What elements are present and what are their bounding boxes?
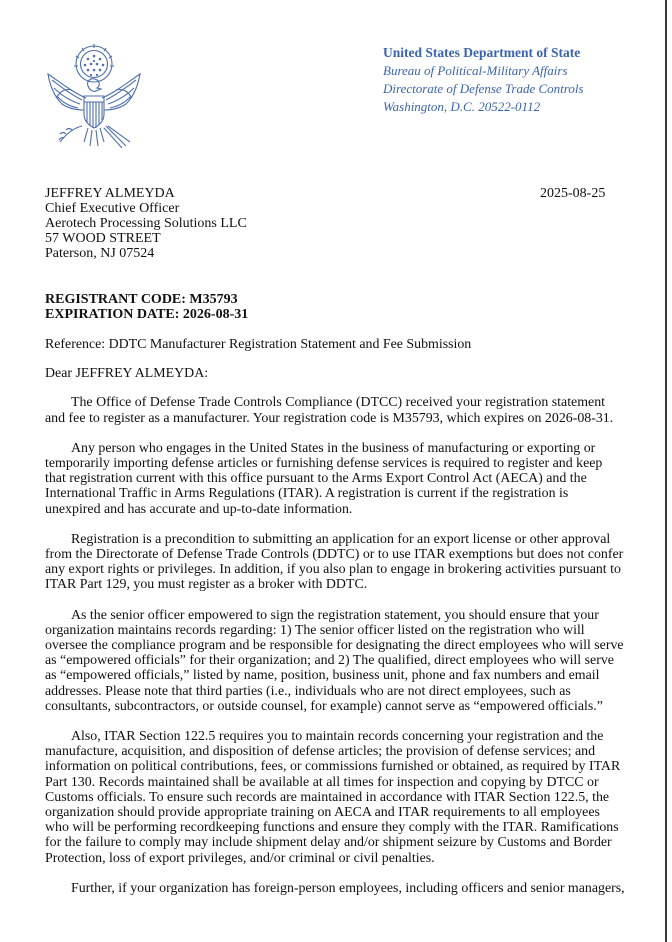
registration-codes (45, 292, 248, 322)
directorate-name: Directorate of Defense Trade Controls (383, 81, 584, 96)
recipient-address (45, 186, 247, 261)
paragraph: Also, ITAR Section 122.5 requires you to maintain records concerning your registration and the manufacture, acquisition, and disposition of defense articles; the provision of defense services; and information on political contributions, fees, or commissions furnished or obtained, as required by ITAR Part 130. Records maintained shall be available at all times for inspection and copying by DTCC or Customs officials. To ensure such records are maintained in accordance with ITAR Section 122.5, the organization should provide appropriate training on AECA and ITAR requirements to all employees who will be performing recordkeeping functions and ensure they comply with the ITAR. Ramifications for the failure to comply may include shipment delay and/or shipment seizure by Customs and Border Protection, loss of export privileges, and/or criminal or civil penalties. (45, 729, 621, 866)
reference-line: Reference: DDTC Manufacturer Registration Statement and Fee Submission (45, 337, 472, 352)
recipient-title: Chief Executive Officer (45, 201, 180, 216)
paragraph: Any person who engages in the United States in the business of manufacturing or exporting or temporarily importing defense articles or furnishing defense services is required to register and keep that registration current with this office pursuant to the Arms Export Control Act (AECA) and the International Traffic in Arms Regulations (ITAR). A registration is current if the registration is unexpired and has accurate and up-to-date information. (45, 440, 603, 517)
paragraph: As the senior officer empowered to sign the registration statement, you should ensure that your organization maintains records regarding: 1) The senior officer listed on the registration who will oversee the compliance program and be responsible for designating the direct employees who will serve as “empowered officials” for their organization; and 2) The qualified, direct employees who will serve as “empowered officials,” listed by name, position, business unit, phone and fax numbers and email addresses. Please note that third parties (i.e., individuals who are not direct employees, such as consultants, subcontractors, or outside counsel, for example) cannot serve as “empowered officials.” (45, 607, 624, 714)
letter-date: 2025-08-25 (540, 186, 606, 201)
office-city: Washington, D.C. 20522-0112 (383, 99, 541, 114)
recipient-company: Aerotech Processing Solutions LLC (45, 216, 247, 231)
salutation: Dear JEFFREY ALMEYDA: (45, 366, 209, 382)
recipient-street: 57 WOOD STREET (45, 231, 161, 246)
great-seal-eagle-icon (42, 42, 146, 158)
department-name: United States Department of State (383, 45, 581, 60)
paragraph: The Office of Defense Trade Controls Compliance (DTCC) received your registration statement and fee to register as a manufacturer. Your registration code is M35793, which expires on 2026-08-31. (45, 395, 614, 426)
paragraph: Registration is a precondition to submitting an application for an export license or other approval from the Directorate of Defense Trade Controls (DDTC) or to use ITAR exemptions but does not confer any export rights or privileges. In addition, if you also plan to engage in brokering activities pursuant to ITAR Part 129, you must register as a broker with DDTC. (45, 531, 624, 593)
recipient-name: JEFFREY ALMEYDA (45, 186, 175, 201)
recipient-city: Paterson, NJ 07524 (45, 246, 155, 261)
paragraph: Further, if your organization has foreign-person employees, including officers and senior managers, (71, 880, 625, 896)
letter-body (45, 337, 625, 911)
expiration-date: EXPIRATION DATE: 2026-08-31 (45, 307, 249, 322)
bureau-name: Bureau of Political-Military Affairs (383, 63, 568, 78)
letterhead (383, 44, 584, 116)
registrant-code: REGISTRANT CODE: M35793 (45, 292, 238, 307)
